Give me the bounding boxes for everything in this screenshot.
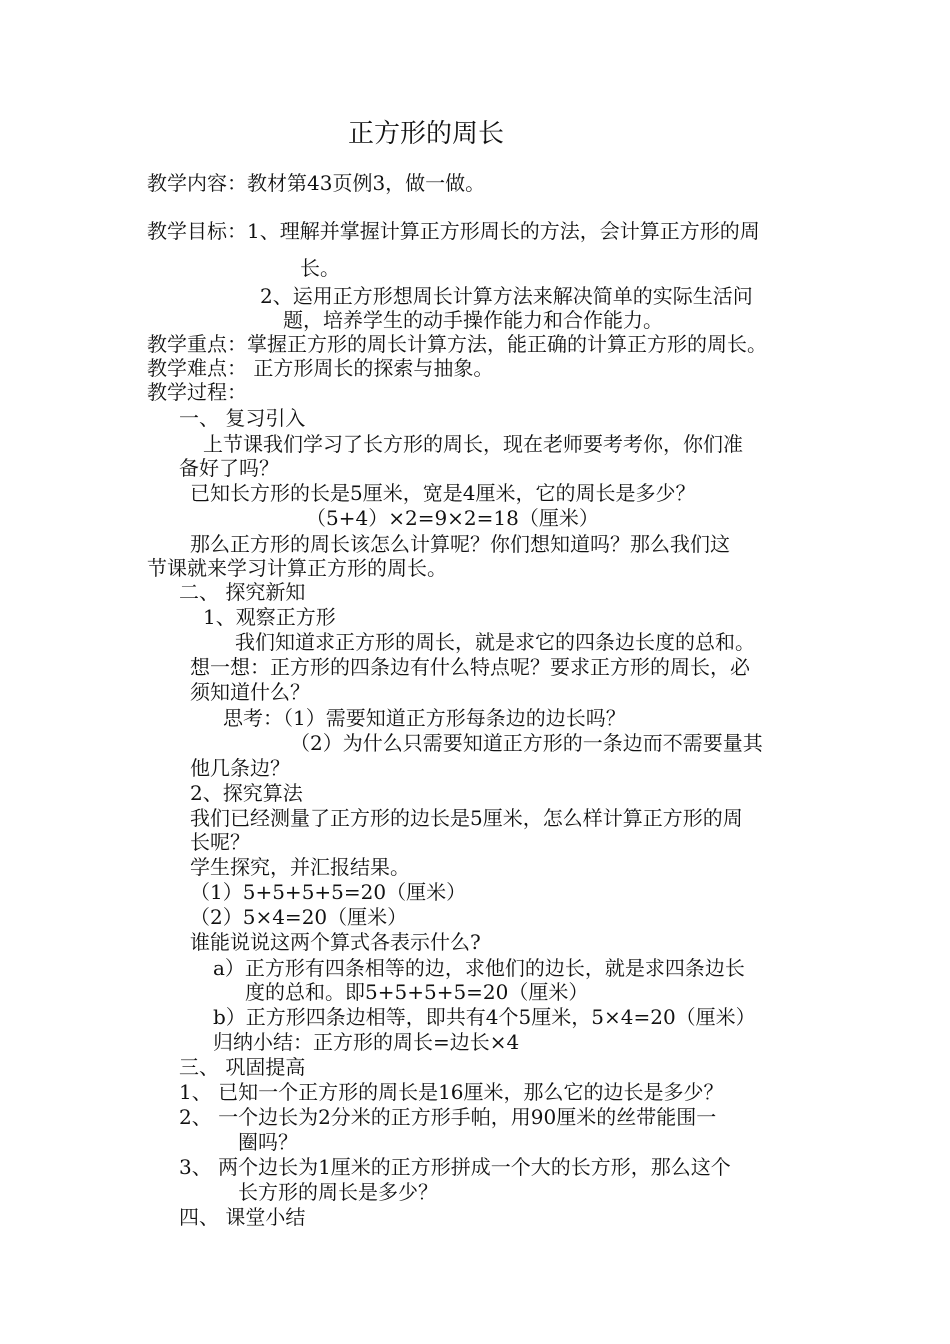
- formula-line: （2）5×4=20（厘米）: [190, 905, 408, 929]
- teaching-key-point: 教学重点：掌握正方形的周长计算方法，能正确的计算正方形的周长。: [147, 332, 767, 356]
- teaching-process-heading: 教学过程：: [147, 380, 247, 404]
- paragraph-line: 谁能说说这两个算式各表示什么?: [190, 930, 481, 954]
- paragraph-line: 节课就来学习计算正方形的周长。: [147, 556, 447, 580]
- exercise-item-cont: 长方形的周长是多少？: [238, 1180, 438, 1204]
- section-heading-1: 一、 复习引入: [179, 406, 306, 430]
- formula-line: （1）5+5+5+5=20（厘米）: [190, 880, 467, 904]
- teaching-goal-1: 教学目标：1、理解并掌握计算正方形周长的方法，会计算正方形的周: [147, 219, 760, 243]
- paragraph-line: 长呢？: [190, 830, 250, 854]
- paragraph-line: 想一想：正方形的四条边有什么特点呢？要求正方形的周长，必: [190, 655, 750, 679]
- section-heading-4: 四、 课堂小结: [179, 1205, 306, 1229]
- thinking-line: 他几条边？: [190, 756, 290, 780]
- subsection-heading: 1、观察正方形: [203, 605, 336, 629]
- teaching-content: 教学内容：教材第43页例3，做一做。: [147, 171, 486, 195]
- paragraph-line: 上节课我们学习了长方形的周长，现在老师要考考你，你们准: [203, 432, 743, 456]
- list-item: b）正方形四条边相等，即共有4个5厘米，5×4=20（厘米）: [213, 1005, 756, 1029]
- section-heading-3: 三、 巩固提高: [179, 1055, 306, 1079]
- formula-line: （5+4）×2=9×2=18（厘米）: [306, 506, 599, 530]
- paragraph-line: 备好了吗？: [179, 456, 279, 480]
- question-line: 已知长方形的长是5厘米，宽是4厘米，它的周长是多少？: [190, 481, 696, 505]
- paragraph-line: 我们已经测量了正方形的边长是5厘米，怎么样计算正方形的周: [190, 806, 743, 830]
- teaching-difficulty: 教学难点： 正方形周长的探索与抽象。: [147, 356, 494, 380]
- paragraph-line: 须知道什么？: [190, 680, 310, 704]
- thinking-line: （2）为什么只需要知道正方形的一条边而不需要量其: [290, 731, 763, 755]
- summary-line: 归纳小结：正方形的周长=边长×4: [213, 1030, 520, 1054]
- subsection-heading: 2、探究算法: [190, 781, 303, 805]
- paragraph-line: 那么正方形的周长该怎么计算呢？你们想知道吗？那么我们这: [190, 532, 730, 556]
- exercise-item: 3、 两个边长为1厘米的正方形拼成一个大的长方形，那么这个: [179, 1155, 731, 1179]
- teaching-goal-2: 2、运用正方形想周长计算方法来解决简单的实际生活问: [260, 284, 753, 308]
- list-item: a）正方形有四条相等的边，求他们的边长，就是求四条边长: [213, 956, 745, 980]
- thinking-line: 思考：（1）需要知道正方形每条边的边长吗？: [223, 706, 626, 730]
- exercise-item: 1、 已知一个正方形的周长是16厘米，那么它的边长是多少？: [179, 1080, 724, 1104]
- teaching-goal-2-cont: 题，培养学生的动手操作能力和合作能力。: [283, 308, 663, 332]
- page-title: 正方形的周长: [348, 119, 505, 149]
- section-heading-2: 二、 探究新知: [179, 580, 306, 604]
- list-item-cont: 度的总和。即5+5+5+5=20（厘米）: [245, 980, 589, 1004]
- paragraph-line: 学生探究，并汇报结果。: [190, 855, 410, 879]
- exercise-item: 2、 一个边长为2分米的正方形手帕，用90厘米的丝带能围一: [179, 1105, 717, 1129]
- teaching-goal-1-cont: 长。: [300, 256, 340, 280]
- paragraph-line: 我们知道求正方形的周长，就是求它的四条边长度的总和。: [235, 630, 755, 654]
- exercise-item-cont: 圈吗？: [238, 1130, 298, 1154]
